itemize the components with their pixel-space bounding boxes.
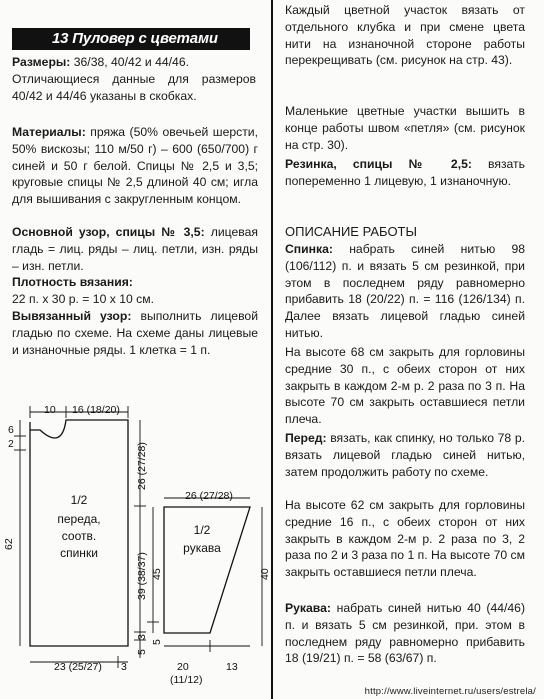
dim-bottom-3: 3	[121, 661, 127, 673]
front-paragraph-2: На высоте 62 см закрыть для горловины средние 16 п., с обеих сторон от них закрыть в каждом 2-м р. 2 раза по 3, 2 раза по 2 и 3 раза по 1 п. На высоте 70 см закрыть оставшиеся петли плеча.	[285, 498, 525, 580]
rib-label: Резинка, спицы № 2,5:	[285, 157, 472, 171]
sleeve-text: набрать синей нитью 40 (44/46) п. и вязать 5 см резинкой, при. этом в последнем ряду равномерно прибавить 18 (19/21) п. = 58 (63/67) п.	[285, 601, 525, 666]
back-paragraph-2: На высоте 68 см закрыть для горловины средние 30 п., с обеих сторон от них закрыть в каждом 2-м р. 2 раза по 3 п. На высоте 70 см закрыть оставшиеся петли плеча.	[285, 345, 525, 427]
front-paragraph-1	[285, 430, 525, 480]
back-label: Спинка:	[285, 242, 333, 256]
back-text-1: набрать синей нитью 98 (106/112) п. и вязать 5 см резинкой, при этом в последнем ряду равномерно прибавить 18 (20/22) п. = 116 (126/134) п. Далее вязать лицевой гладью синей нитью.	[285, 242, 525, 340]
sleeve-dim-13: 13	[226, 661, 238, 673]
body-label-line3: соотв.	[61, 529, 97, 543]
gauge-label: Плотность вязания:	[12, 275, 133, 289]
dim-top-16: 16 (18/20)	[72, 404, 120, 416]
section-title: ОПИСАНИЕ РАБОТЫ	[285, 224, 418, 239]
body-label-fraction: 1/2	[70, 493, 88, 507]
rib-paragraph	[285, 156, 525, 190]
intro-paragraph-2: Маленькие цветные участки вышить в конце работы швом «петля» (см. рисунок на стр. 30).	[285, 104, 525, 152]
sizes-paragraph	[12, 54, 256, 104]
sleeve-label-fraction: 1/2	[193, 523, 211, 537]
intro-paragraph-1: Каждый цветной участок вязать от отдельного клубка и при смене цвета нити на изнаночной стороне работы перекрещивать (см. рисунок на стр. 43).	[285, 3, 525, 68]
motif-text: выполнить лицевой гладью по схеме. На схеме даны лицевые и изнаночные ряды. 1 клетка = 1 п.	[12, 309, 259, 357]
dim-bottom-23: 23 (25/27)	[54, 661, 102, 673]
dim-left-6: 6	[8, 424, 14, 436]
gauge-paragraph	[12, 274, 258, 308]
watermark-url: http://www.liveinternet.ru/users/estrela/	[364, 686, 536, 697]
sleeve-dim-45: 45	[151, 568, 163, 580]
dim-right-3: 3	[136, 634, 148, 640]
sizes-note: Отличающиеся данные для размеров 40/42 и 44/46 указаны в скобках.	[12, 71, 256, 103]
dim-left-2: 2	[8, 438, 14, 450]
rib-text: вязать попеременно 1 лицевую, 1 изнаночную.	[285, 157, 525, 188]
sizes-label: Размеры:	[12, 55, 71, 69]
motif-paragraph	[12, 308, 258, 358]
pattern-text: лицевая гладь = лиц. ряды – лиц. петли, изн. ряды – изн. петли.	[12, 225, 258, 273]
materials-label: Материалы:	[12, 125, 86, 139]
body-label-line2: переда,	[57, 512, 101, 526]
sleeve-dim-20: 20	[177, 661, 189, 673]
dim-right-5: 5	[136, 649, 148, 655]
sleeve-paragraph	[285, 600, 525, 667]
sleeve-label-word: рукава	[183, 541, 221, 555]
front-text-1: вязать, как спинку, но только 78 р. вязать лицевой гладью синей нитью, затем продолжить работу по схеме.	[285, 431, 525, 479]
gauge-text: 22 п. х 30 р. = 10 х 10 см.	[12, 291, 155, 306]
sleeve-label: Рукава:	[285, 601, 331, 615]
materials-text: пряжа (50% овечьей шерсти, 50% вискозы; 110 м/50 г) – 600 (650/700) г синей и 50 г белой. Спицы № 2,5 и 3,5; круговые спицы № 2,5 длиной 40 см; игла для вышивания с закругленным концом.	[12, 125, 258, 207]
pattern-label: Основной узор, спицы № 3,5:	[12, 225, 205, 239]
sleeve-dim-5: 5	[151, 639, 163, 645]
sizing-diagram	[0, 400, 272, 699]
sizes-value: 36/38, 40/42 и 44/46.	[70, 55, 189, 69]
dim-left-62: 62	[3, 538, 15, 550]
pattern-title-banner: 13 Пуловер с цветами	[12, 28, 250, 50]
sleeve-dim-sub: (11/12)	[170, 674, 203, 686]
dim-top-10: 10	[44, 404, 56, 416]
dim-right-39: 39 (38/37)	[136, 552, 148, 600]
materials-paragraph	[12, 124, 258, 208]
sleeve-dim-40: 40	[259, 568, 271, 580]
body-label-line4: спинки	[60, 546, 98, 560]
dim-right-26: 26 (27/28)	[136, 442, 148, 490]
back-paragraph-1	[285, 241, 525, 342]
pattern-paragraph	[12, 224, 258, 274]
sleeve-dim-top: 26 (27/28)	[185, 490, 233, 502]
motif-label: Вывязанный узор:	[12, 309, 132, 323]
front-label: Перед:	[285, 431, 327, 445]
